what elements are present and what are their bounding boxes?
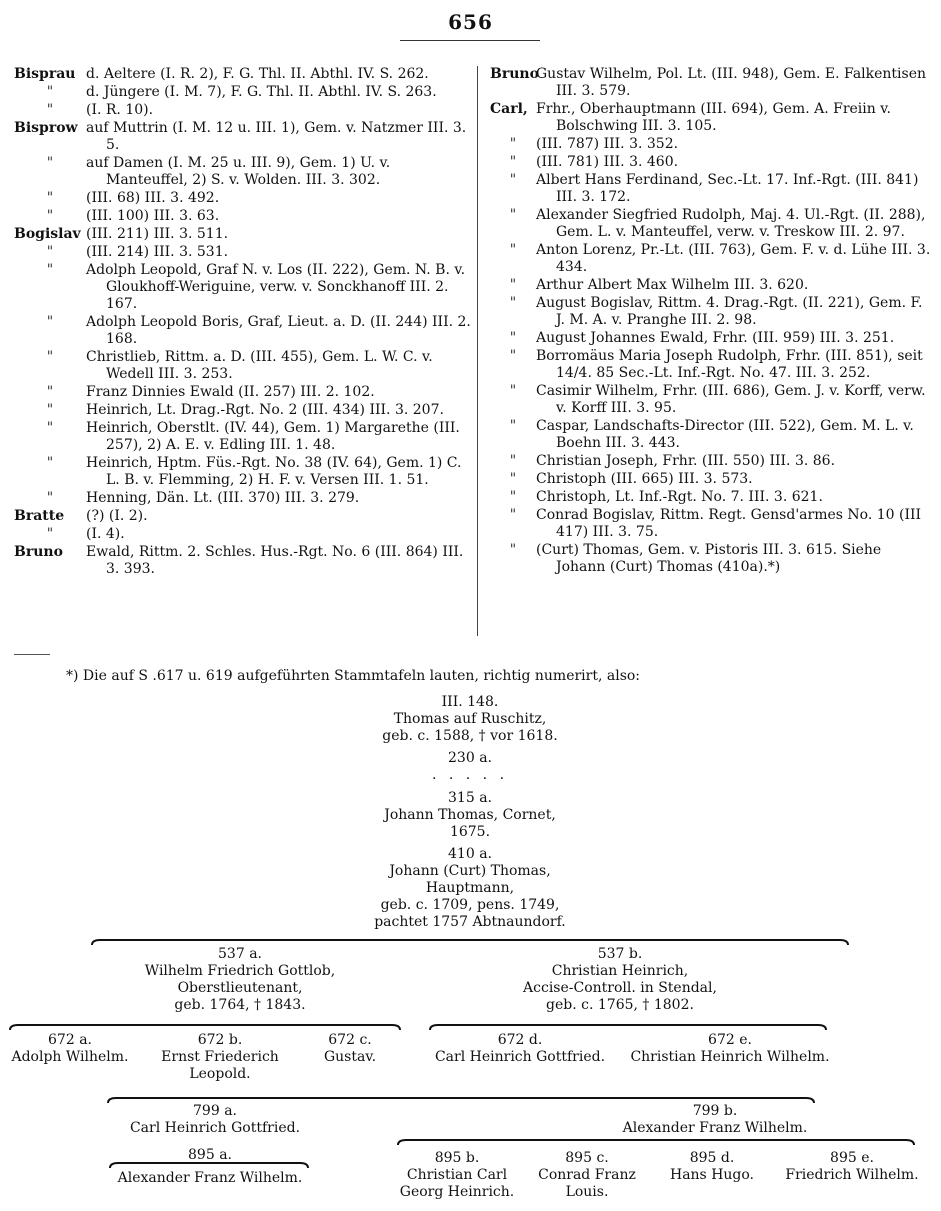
node-number: III. 148. <box>441 694 499 710</box>
tree-node-799b <box>600 1103 830 1137</box>
tree-node-root <box>320 694 620 745</box>
entry-text: auf Damen (I. M. 25 u. III. 9), Gem. 1) U. v. Manteuffel, 2) S. v. Wolden. III. 3. 302. <box>86 155 391 188</box>
node-detail: geb. c. 1588, † vor 1618. <box>382 728 558 744</box>
entry-text: (I. 4). <box>86 526 125 542</box>
entry-surname: Carl, <box>490 101 528 117</box>
entry-surname: Bogislav <box>14 226 81 242</box>
tree-node-537a <box>90 946 390 1014</box>
node-number: 895 a. <box>188 1147 232 1163</box>
node-number: 537 b. <box>597 946 643 962</box>
entry-surname: Bratte <box>14 508 65 524</box>
node-name: Louis. <box>565 1184 609 1200</box>
ditto-mark: " <box>46 244 54 260</box>
entry-text: d. Aeltere (I. R. 2), F. G. Thl. II. Abthl. IV. S. 262. <box>86 66 429 82</box>
node-detail: Oberstlieutenant, <box>177 980 303 996</box>
ditto-mark: " <box>509 471 517 487</box>
entry-text: (I. R. 10). <box>86 102 154 118</box>
entry-text: Franz Dinnies Ewald (II. 257) III. 2. 102. <box>86 384 375 400</box>
bracket-gen-537 <box>92 940 848 945</box>
ditto-mark: " <box>46 314 54 330</box>
node-name: Johann Thomas, Cornet, <box>384 807 556 823</box>
tree-node-672d <box>420 1032 620 1066</box>
entry-text: Christian Joseph, Frhr. (III. 550) III. 3. 86. <box>536 453 836 469</box>
node-number: 230 a. <box>448 750 492 766</box>
ditto-mark: " <box>509 242 517 258</box>
entry-text: Adolph Leopold, Graf N. v. Los (II. 222), Gem. N. B. v. Gloukhoff-Weriguine, verw. v. Sonckhanoff III. 2. 167. <box>86 262 466 312</box>
entry-text: Conrad Bogislav, Rittm. Regt. Gensd'armes No. 10 (III 417) III. 3. 75. <box>536 507 922 540</box>
node-name: Johann (Curt) Thomas, <box>389 863 551 879</box>
node-detail: pachtet 1757 Abtnaundorf. <box>374 914 566 930</box>
entry-text: Adolph Leopold Boris, Graf, Lieut. a. D. (II. 244) III. 2. 168. <box>86 314 471 347</box>
ditto-mark: " <box>46 384 54 400</box>
entry-text: (III. 68) III. 3. 492. <box>86 190 220 206</box>
ditto-mark: " <box>509 542 517 558</box>
entry-text: d. Jüngere (I. M. 7), F. G. Thl. II. Abthl. IV. S. 263. <box>86 84 437 100</box>
node-number: 672 d. <box>497 1032 543 1048</box>
entry-text: August Johannes Ewald, Frhr. (III. 959) III. 3. 251. <box>536 330 895 346</box>
ditto-mark: " <box>509 383 517 399</box>
entry-surname: Bisprau <box>14 66 76 82</box>
tree-node-799a <box>100 1103 330 1137</box>
node-name: Alexander Franz Wilhelm. <box>117 1170 303 1186</box>
tree-node-672b <box>140 1032 300 1083</box>
entry-text: Gustav Wilhelm, Pol. Lt. (III. 948), Gem. E. Falkentisen III. 3. 579. <box>536 66 927 99</box>
entry-text: Frhr., Oberhauptmann (III. 694), Gem. A. Freiin v. Bolschwing III. 3. 105. <box>536 101 891 134</box>
ditto-mark: " <box>46 262 54 278</box>
node-number: 672 c. <box>328 1032 372 1048</box>
node-detail: geb. c. 1765, † 1802. <box>546 997 694 1013</box>
ditto-mark: " <box>509 154 517 170</box>
entry-text: Anton Lorenz, Pr.-Lt. (III. 763), Gem. F. v. d. Lühe III. 3. 434. <box>536 242 931 275</box>
entry-text: Borromäus Maria Joseph Rudolph, Frhr. (III. 851), seit 14/4. 85 Sec.-Lt. Inf.-Rgt. No. 47. III. 3. 252. <box>536 348 923 381</box>
node-number: 537 a. <box>218 946 262 962</box>
ditto-mark: " <box>509 348 517 364</box>
entry-text: August Bogislav, Rittm. 4. Drag.-Rgt. (II. 221), Gem. F. J. M. A. v. Pranghe III. 2. 98. <box>536 295 923 328</box>
entry-text: Alexander Siegfried Rudolph, Maj. 4. Ul.-Rgt. (II. 288), Gem. L. v. Manteuffel, verw. v. Treskow III. 2. 97. <box>536 207 926 240</box>
bracket-gen-672-left <box>10 1025 400 1030</box>
entry-text: (III. 214) III. 3. 531. <box>86 244 229 260</box>
node-name: Ernst Friederich <box>161 1049 279 1065</box>
footnote: *) Die auf S .617 u. 619 aufgeführten Stammtafeln lauten, richtig numerirt, also: <box>66 668 641 684</box>
entry-text: (Curt) Thomas, Gem. v. Pistoris III. 3. 615. Siehe Johann (Curt) Thomas (410a).*) <box>536 542 882 575</box>
entry-text: Christoph, Lt. Inf.-Rgt. No. 7. III. 3. 621. <box>536 489 823 505</box>
tree-node-537b <box>470 946 770 1014</box>
entry-surname: Bisprow <box>14 120 78 136</box>
ditto-mark: " <box>46 190 54 206</box>
ditto-mark: " <box>509 277 517 293</box>
entry-text: Christoph (III. 665) III. 3. 573. <box>536 471 753 487</box>
entry-text: (III. 787) III. 3. 352. <box>536 136 679 152</box>
tree-node-410a <box>320 846 620 931</box>
ditto-mark: " <box>46 102 54 118</box>
tree-node-672c <box>300 1032 400 1066</box>
tree-node-230a <box>420 750 520 784</box>
bracket-gen-895-right <box>398 1140 914 1145</box>
node-number: 895 e. <box>830 1150 874 1166</box>
node-number: 672 a. <box>48 1032 92 1048</box>
tree-node-672a <box>0 1032 140 1066</box>
node-name: Carl Heinrich Gottfried. <box>129 1120 301 1136</box>
ditto-mark: " <box>509 207 517 223</box>
entry-text: Heinrich, Hptm. Füs.-Rgt. No. 38 (IV. 64), Gem. 1) C. L. B. v. Flemming, 2) H. F. v. Versen III. 1. 51. <box>86 455 462 488</box>
node-number: 410 a. <box>448 846 492 862</box>
bracket-gen-672-right <box>430 1025 826 1030</box>
ditto-mark: " <box>509 172 517 188</box>
entry-text: Heinrich, Oberstlt. (IV. 44), Gem. 1) Margarethe (III. 257), 2) A. E. v. Edling III. 1. 48. <box>86 420 460 453</box>
node-name: Thomas auf Ruschitz, <box>393 711 547 727</box>
node-detail: Hauptmann, <box>425 880 515 896</box>
ditto-mark: " <box>46 455 54 471</box>
node-name: Christian Carl <box>406 1167 508 1183</box>
entry-text: (?) (I. 2). <box>86 508 148 524</box>
entry-text: Henning, Dän. Lt. (III. 370) III. 3. 279. <box>86 490 360 506</box>
tree-node-895c <box>522 1150 652 1201</box>
ditto-mark: " <box>509 136 517 152</box>
node-name: Christian Heinrich Wilhelm. <box>630 1049 830 1065</box>
entry-text: Arthur Albert Max Wilhelm III. 3. 620. <box>536 277 809 293</box>
node-name: Conrad Franz <box>538 1167 636 1183</box>
node-number: 895 b. <box>434 1150 480 1166</box>
entry-text: Albert Hans Ferdinand, Sec.-Lt. 17. Inf.-Rgt. (III. 841) III. 3. 172. <box>536 172 919 205</box>
node-name: Friedrich Wilhelm. <box>785 1167 919 1183</box>
tree-node-895b <box>392 1150 522 1201</box>
node-name: Leopold. <box>189 1066 251 1082</box>
ditto-mark: " <box>509 489 517 505</box>
ditto-mark: " <box>46 402 54 418</box>
node-name: Carl Heinrich Gottfried. <box>434 1049 606 1065</box>
entry-text: (III. 100) III. 3. 63. <box>86 208 220 224</box>
entry-text: Caspar, Landschafts-Director (III. 522), Gem. M. L. v. Boehn III. 3. 443. <box>536 418 914 451</box>
ditto-mark: " <box>46 208 54 224</box>
node-detail: geb. 1764, † 1843. <box>174 997 306 1013</box>
ditto-mark: " <box>46 84 54 100</box>
node-name: Alexander Franz Wilhelm. <box>622 1120 808 1136</box>
ditto-mark: " <box>509 507 517 523</box>
ditto-mark: " <box>509 295 517 311</box>
entry-text: Heinrich, Lt. Drag.-Rgt. No. 2 (III. 434) III. 3. 207. <box>86 402 444 418</box>
node-number: 799 a. <box>193 1103 237 1119</box>
tree-node-315a <box>320 790 620 841</box>
node-name: Christian Heinrich, <box>551 963 689 979</box>
entry-surname: Bruno <box>490 66 539 82</box>
node-number: 799 b. <box>692 1103 738 1119</box>
node-number: 895 d. <box>689 1150 735 1166</box>
node-number: 672 b. <box>197 1032 243 1048</box>
tree-node-895d <box>652 1150 772 1184</box>
entry-text: Christlieb, Rittm. a. D. (III. 455), Gem. L. W. C. v. Wedell III. 3. 253. <box>86 349 433 382</box>
node-detail: geb. c. 1709, pens. 1749, <box>380 897 560 913</box>
entry-text: auf Muttrin (I. M. 12 u. III. 1), Gem. v. Natzmer III. 3. 5. <box>86 120 467 153</box>
node-detail: 1675. <box>449 824 491 840</box>
entry-surname: Bruno <box>14 544 63 560</box>
page-number: 656 <box>448 10 493 34</box>
tree-node-895e <box>772 1150 932 1184</box>
ditto-mark: " <box>509 418 517 434</box>
ditto-mark: " <box>46 349 54 365</box>
node-name: Georg Heinrich. <box>399 1184 515 1200</box>
entry-text: Ewald, Rittm. 2. Schles. Hus.-Rgt. No. 6 (III. 864) III. 3. 393. <box>86 544 464 577</box>
entry-text: Casimir Wilhelm, Frhr. (III. 686), Gem. J. v. Korff, verw. v. Korff III. 3. 95. <box>536 383 926 416</box>
entry-text: (III. 781) III. 3. 460. <box>536 154 679 170</box>
entry-text: (III. 211) III. 3. 511. <box>86 226 229 242</box>
ditto-mark: " <box>509 330 517 346</box>
ellipsis-dots: . . . . . <box>431 767 509 783</box>
ditto-mark: " <box>509 453 517 469</box>
ditto-mark: " <box>46 155 54 171</box>
ditto-mark: " <box>46 490 54 506</box>
ditto-mark: " <box>46 526 54 542</box>
node-name: Adolph Wilhelm. <box>11 1049 129 1065</box>
node-detail: Accise-Controll. in Stendal, <box>523 980 717 996</box>
ditto-mark: " <box>46 420 54 436</box>
node-number: 672 e. <box>708 1032 752 1048</box>
node-name: Wilhelm Friedrich Gottlob, <box>144 963 336 979</box>
node-name: Gustav. <box>323 1049 377 1065</box>
node-number: 895 c. <box>565 1150 609 1166</box>
tree-node-895a <box>100 1147 320 1187</box>
node-number: 315 a. <box>448 790 492 806</box>
node-name: Hans Hugo. <box>669 1167 755 1183</box>
tree-node-672e <box>620 1032 840 1066</box>
